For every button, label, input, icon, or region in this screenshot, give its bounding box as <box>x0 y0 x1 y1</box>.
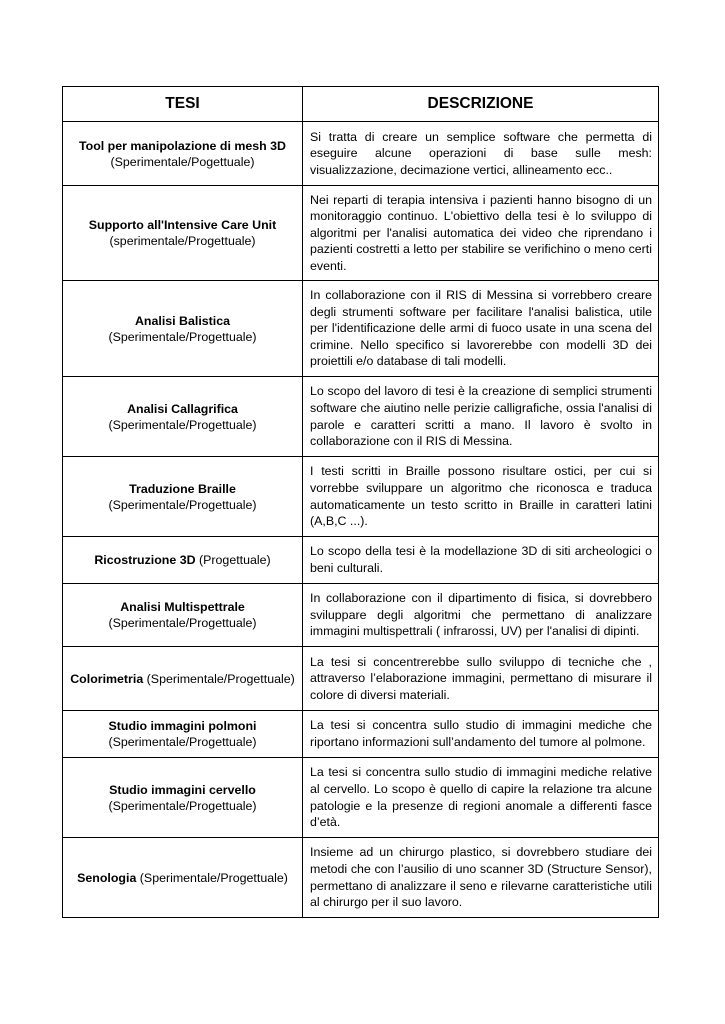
thesis-title-cell <box>63 711 303 758</box>
thesis-title: Senologia <box>77 870 137 885</box>
thesis-type: (Sperimentale/Progettuale) <box>108 417 257 432</box>
thesis-title-cell <box>63 377 303 457</box>
table-row <box>63 537 659 584</box>
table-row <box>63 838 659 918</box>
thesis-title: Analisi Balistica <box>134 313 231 328</box>
thesis-title-cell <box>63 122 303 186</box>
thesis-type: (Sperimentale/Progettuale) <box>108 616 257 630</box>
thesis-type: (Sperimentale/Progettuale) <box>108 798 257 813</box>
thesis-type: (sperimentale/Progettuale) <box>109 234 256 248</box>
thesis-title-cell <box>63 186 303 281</box>
thesis-title-cell <box>63 838 303 918</box>
thesis-type: (Sperimentale/Pogettuale) <box>110 154 255 169</box>
thesis-table <box>62 86 659 918</box>
thesis-title-cell <box>63 584 303 647</box>
thesis-description: La tesi si concentra sullo studio di immagini mediche che riportano informazioni sull’andamento del tumore al polmone. <box>303 711 659 758</box>
table-row <box>63 186 659 281</box>
table-row <box>63 584 659 647</box>
column-header-descrizione: DESCRIZIONE <box>303 87 659 122</box>
thesis-type: (Progettuale) <box>199 553 271 567</box>
thesis-title: Traduzione Braille <box>129 481 236 496</box>
table-row <box>63 281 659 377</box>
thesis-title: Colorimetria <box>70 671 144 686</box>
thesis-description: Lo scopo del lavoro di tesi è la creazione di semplici strumenti software che aiutino nelle perizie calligrafiche, ossia l'analisi di parole e caratteri scritti a mano. Il lavoro è svolto in collaborazione con il RIS di Messina. <box>303 377 659 457</box>
thesis-description: La tesi si concentra sullo studio di immagini mediche relative al cervello. Lo scopo è quello di capire la relazione tra alcune patologie e la presenze di regioni anomale a differenti fasce d’età. <box>303 758 659 838</box>
thesis-description: La tesi si concentrerebbe sullo sviluppo di tecniche che , attraverso l’elaborazione immagini, permettano di misurare il colore di diversi materiali. <box>303 647 659 711</box>
table-row <box>63 711 659 758</box>
thesis-title: Studio immagini polmoni <box>108 719 257 733</box>
thesis-description: Lo scopo della tesi è la modellazione 3D di siti archeologici o beni culturali. <box>303 537 659 584</box>
thesis-title: Analisi Multispettrale <box>120 600 245 614</box>
thesis-title-cell <box>63 758 303 838</box>
thesis-type: (Sperimentale/Progettuale) <box>146 671 295 686</box>
thesis-description: I testi scritti in Braille possono risultare ostici, per cui si vorrebbe sviluppare un algoritmo che riconosca e traduca automaticamente un testo scritto in Braille in caratteri latini (A,B,C ...). <box>303 457 659 537</box>
thesis-title-cell <box>63 457 303 537</box>
table-row <box>63 122 659 186</box>
table-row <box>63 758 659 838</box>
thesis-description: Nei reparti di terapia intensiva i pazienti hanno bisogno di un monitoraggio continuo. L'obiettivo della tesi è lo sviluppo di algoritmi per l'analisi automatica dei video che riprendano i pazienti costretti a letto per stabilire se verifichino o meno certi eventi. <box>303 186 659 281</box>
thesis-title: Analisi Callagrifica <box>127 401 238 416</box>
table-header-row <box>63 87 659 122</box>
thesis-title-cell <box>63 537 303 584</box>
thesis-type: (Sperimentale/Progettuale) <box>139 870 288 885</box>
thesis-type: (Sperimentale/Progettuale) <box>108 735 257 749</box>
column-header-tesi: TESI <box>63 87 303 122</box>
thesis-document <box>62 86 658 918</box>
thesis-type: (Sperimentale/Progettuale) <box>108 329 257 344</box>
thesis-title-cell <box>63 647 303 711</box>
table-row <box>63 647 659 711</box>
thesis-description: Si tratta di creare un semplice software che permetta di eseguire alcune operazioni di base sulle mesh: visualizzazione, decimazione vertici, allineamento ecc.. <box>303 122 659 186</box>
thesis-title: Tool per manipolazione di mesh 3D <box>79 138 286 153</box>
thesis-description: In collaborazione con il RIS di Messina si vorrebbero creare degli strumenti software per facilitare l'analisi balistica, utile per l'identificazione delle armi di fuoco usate in una scena del crimine. Nello specifico si lavorerebbe con modelli 3D dei proiettili e/o database di tali modelli. <box>303 281 659 377</box>
thesis-description: Insieme ad un chirurgo plastico, si dovrebbero studiare dei metodi che con l’ausilio di uno scanner 3D (Structure Sensor), permettano di analizzare il seno e rilevarne caratteristiche utili al chirurgo per il suo lavoro. <box>303 838 659 918</box>
thesis-title: Ricostruzione 3D <box>94 553 196 567</box>
thesis-title: Supporto all'Intensive Care Unit <box>88 218 277 232</box>
table-row <box>63 377 659 457</box>
thesis-title-cell <box>63 281 303 377</box>
thesis-description: In collaborazione con il dipartimento di fisica, si dovrebbero sviluppare degli algoritmi che permettano di analizzare immagini multispettrali ( infrarossi, UV) per l'analisi di dipinti. <box>303 584 659 647</box>
table-row <box>63 457 659 537</box>
thesis-title: Studio immagini cervello <box>109 782 256 797</box>
thesis-type: (Sperimentale/Progettuale) <box>108 497 257 512</box>
